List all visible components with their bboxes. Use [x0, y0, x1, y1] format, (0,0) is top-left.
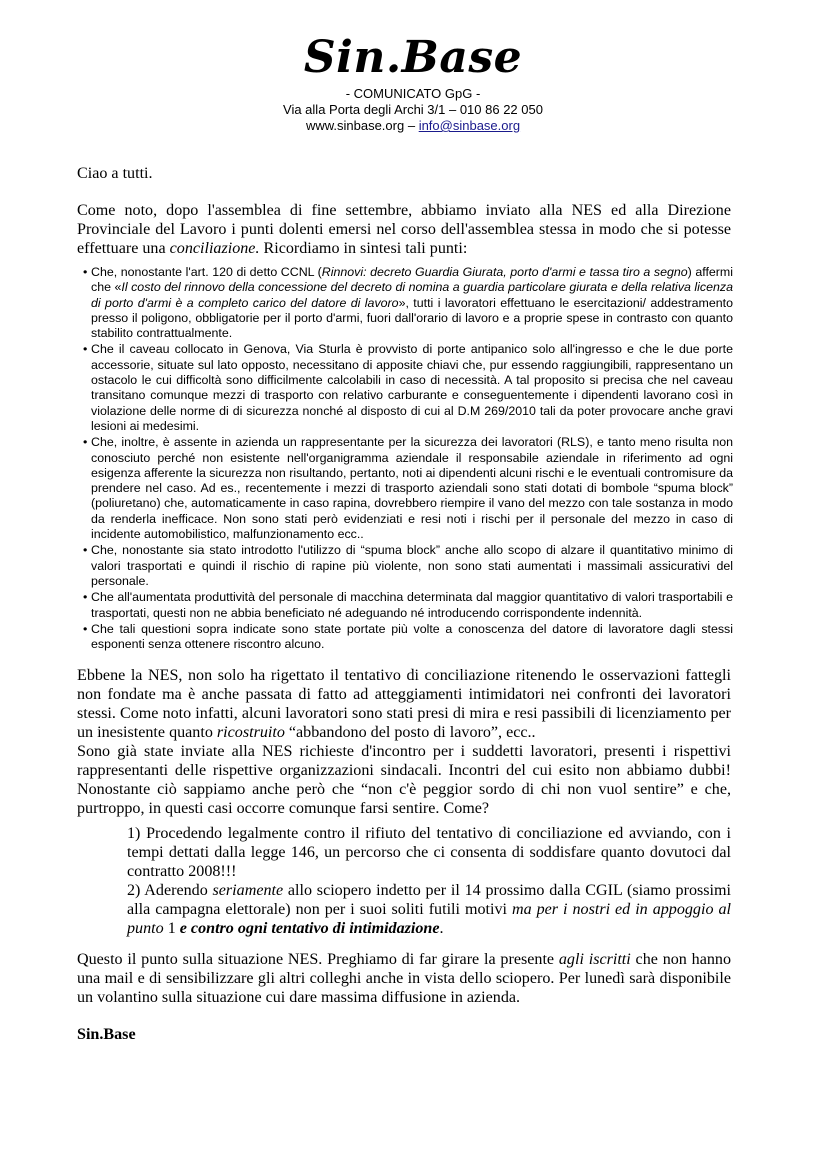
list-item	[73, 590, 733, 621]
meetings-paragraph: Sono già state inviate alla NES richieste d'incontro per i suddetti lavoratori, presenti i rispettivi rappresentanti delle rispettive organizzazioni sindacali. Incontri del cui esito non abbiamo dubbi! Nonostante ciò sappiamo anche però che “non c'è peggior sordo di chi non vuol sentire” e che, purtroppo, in questi casi occorre comunque farsi sentire. Come?	[77, 743, 731, 818]
nes-paragraph	[77, 666, 731, 742]
step-text: 2) Aderendo	[127, 882, 213, 900]
step-text: 1	[163, 920, 180, 938]
communique-label: - COMUNICATO GpG -	[345, 86, 481, 101]
intro-text: Come noto, dopo l'assemblea di fine settembre, abbiamo inviato alla NES ed alla Direzione Provinciale del Lavoro i punti dolenti emersi nel corso dell'assemblea stessa in modo che si potesse effettuare una	[77, 202, 731, 257]
point-text: ) affermi che «	[91, 265, 733, 295]
list-item	[73, 543, 733, 589]
logo: Sin.Base	[303, 32, 523, 83]
points-list	[73, 265, 733, 652]
step-item-2	[127, 881, 731, 938]
intro-text-end: Ricordiamo in sintesi tali punti:	[259, 240, 468, 257]
point-text: », tutti i lavoratori effettuano le esercitazioni/ addestramento presso il poligono, obbligatorie per il porto d'armi, fuori dall'orario di lavoro e a proprie spese in contrasto con quanto stabilito contrattualmente.	[91, 295, 733, 341]
step-strong-emphasis: e contro ogni tentativo di intimidazione	[179, 920, 440, 938]
bullet-icon: •	[83, 590, 88, 605]
list-item	[73, 265, 733, 341]
steps-list	[127, 824, 731, 938]
closing-emphasis: agli iscritti	[558, 951, 631, 969]
point-text: Che, nonostante sia stato introdotto l'utilizzo di “spuma block” anche allo scopo di alzare il quantitativo minimo di valori trasportati e quindi il rischio di rapine più violente, non sono stati aumentati i massimali assicurativi del personale.	[91, 543, 733, 588]
step-emphasis: seriamente	[212, 882, 284, 900]
website-text: www.sinbase.org	[305, 118, 405, 133]
closing-text: Questo il punto sulla situazione NES. Preghiamo di far girare la presente	[77, 951, 559, 969]
list-item	[73, 435, 733, 542]
paragraph-text: Ebbene la NES, non solo ha rigettato il tentativo di conciliazione ritenendo le osservazioni fattegli non fondate ma è anche passata di fatto ad atteggiamenti intimidatori nei confronti dei lavoratori stessi. Come noto infatti, alcuni lavoratori sono stati presi di mira e resi passibili di licenziamento per un inesistente quanto	[77, 667, 731, 742]
point-text: Che, inoltre, è assente in azienda un rappresentante per la sicurezza dei lavoratori (RLS), e tanto meno risulta non conosciuto perché non esistente nell'organigramma aziendale il responsabile aziendale in riferimento ad ogni esigenza afferente la sicurezza non risultando, pertanto, noti ai dipendenti alcuni rischi e le eventuali contromisure da prendere nel caso. Ad es., recentemente i mezzi di trasporto aziendali sono stati dotati di bombole “spuma block” (poliuretano) che, automaticamente in caso rapina, dovrebbero riempire il vano del mezzo con tale sostanza in modo da renderla inefficace. Non sono stati però evidenziati e resi noti i rischi per il personale del mezzo in caso di incidente automobilistico, malfunzionamento ecc..	[91, 435, 733, 542]
list-item	[73, 342, 733, 434]
bullet-icon: •	[83, 435, 88, 450]
point-text: Che all'aumentata produttività del personale di macchina determinata dal maggior quantitativo di valori trasportabili e trasportati, questi non ne abbia beneficiato né adeguando né introducendo corrispondente indennità.	[91, 590, 733, 620]
intro-paragraph	[77, 201, 731, 258]
bullet-icon: •	[83, 621, 88, 636]
point-quote: Il costo del rinnovo della concessione del decreto di nomina a guardia particolare giurata e della relativa licenza di porto d'armi è a completo carico del datore di lavoro	[91, 280, 733, 310]
paragraph-emphasis: ricostruito	[216, 724, 285, 742]
contact-separator: –	[404, 118, 419, 133]
point-text: Che, nonostante l'art. 120 di detto CCNL (	[91, 265, 322, 279]
bullet-icon: •	[83, 342, 88, 357]
closing-paragraph	[77, 950, 731, 1007]
intro-emphasis: conciliazione.	[169, 240, 260, 257]
letter-body	[77, 164, 731, 1044]
contact-line	[0, 118, 826, 134]
point-emphasis: Rinnovi: decreto Guardia Giurata, porto d'armi e tassa tiro a segno	[321, 265, 688, 279]
point-text: Che tali questioni sopra indicate sono state portate più volte a conoscenza del datore di lavoratore dagli stessi esponenti senza ottenere riscontro alcuno.	[91, 621, 733, 652]
point-text: Che il caveau collocato in Genova, Via Sturla è provvisto di porte antipanico solo all'ingresso e che le due porte accessorie, situate sul lato opposto, necessitano di apposite chiavi che, pur essendo raggiungibili, rappresentano un ostacolo le cui difficoltà sono difficilmente calcolabili in caso di necessità. A tal proposito si precisa che nel caveau transitano comunque mezzi di trasporto con relativo carburante e conseguentemente i dipendenti lavorano così in violazione delle norme di di sicurezza nonché al disposto di cui al D.M 269/2010 tali da poter provocare anche gravi lesioni ai medesimi.	[91, 342, 733, 433]
step-item-1: 1) Procedendo legalmente contro il rifiuto del tentativo di conciliazione ed avviando, con i tempi dettati dalla legge 146, un percorso che ci consenta di soddisfare quanto dovutoci dal contratto 2008!!!	[127, 825, 731, 881]
bullet-icon: •	[83, 265, 88, 279]
paragraph-text-end: “abbandono del posto di lavoro”, ecc..	[284, 724, 536, 742]
closing-text-end: che non hanno una mail e di sensibilizzare gli altri colleghi anche in vista dello sciopero. Per lunedì sarà disponibile un volantino sulla situazione cui dare massima diffusione in azienda.	[77, 951, 731, 1007]
address-line: Via alla Porta degli Archi 3/1 – 010 86 22 050	[283, 102, 543, 117]
letterhead	[0, 30, 826, 134]
step-emphasis: ma per i nostri ed in appoggio al punto	[127, 901, 731, 938]
step-text-end: .	[439, 920, 444, 938]
step-text: allo sciopero indetto per il 14 prossimo dalla CGIL (siamo prossimi alla campagna elettorale) non per i suoi soliti futili motivi	[127, 882, 731, 919]
email-link[interactable]: info@sinbase.org	[418, 118, 521, 133]
signature: Sin.Base	[77, 1026, 136, 1044]
bullet-icon: •	[83, 543, 88, 558]
list-item	[73, 622, 733, 653]
greeting: Ciao a tutti.	[77, 165, 153, 182]
